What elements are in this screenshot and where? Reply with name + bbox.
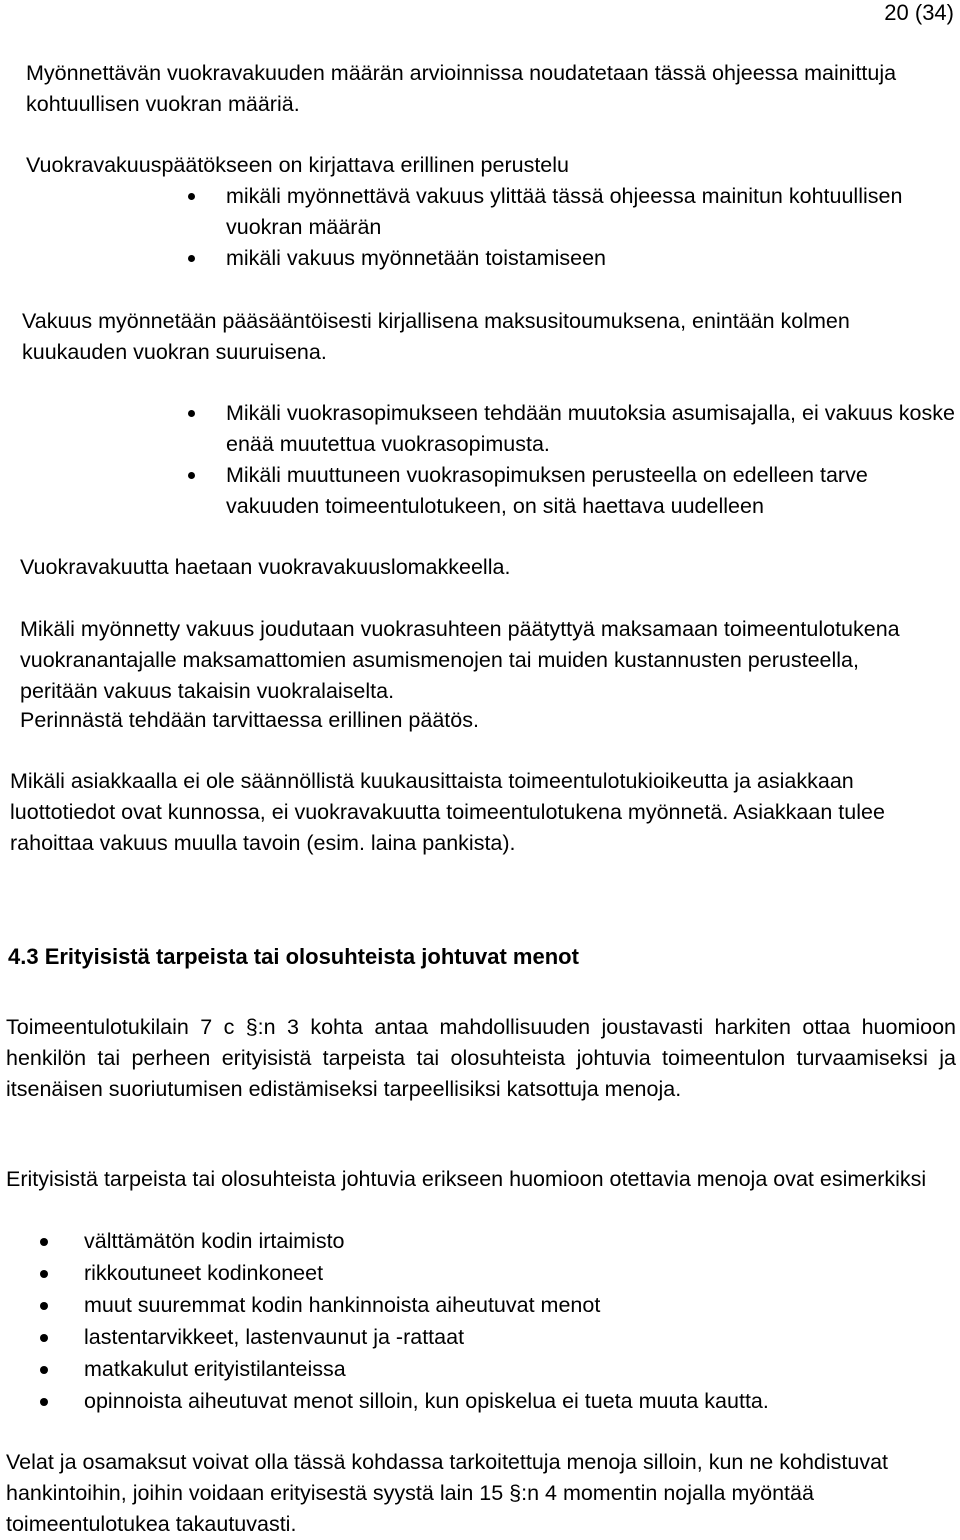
paragraph-decision-intro: Vuokravakuuspäätökseen on kirjattava erillinen perustelu: [26, 153, 570, 177]
list-item: opinnoista aiheutuvat menot silloin, kun opiskelua ei tueta muuta kautta.: [84, 1386, 954, 1417]
decision-reason-list: [226, 181, 956, 274]
list-item: Mikäli vuokrasopimukseen tehdään muutoksia asumisajalla, ei vakuus koske enää muutettua vuokrasopimusta.: [226, 398, 956, 460]
paragraph-guarantee-form: Vakuus myönnetään pääsääntöisesti kirjallisena maksusitoumuksena, enintään kolmen kuukauden vuokran suuruisena.: [22, 309, 850, 364]
paragraph-examples-intro: Erityisistä tarpeista tai olosuhteista johtuvia erikseen huomioon otettavia menoja ovat esimerkiksi: [6, 1167, 927, 1191]
paragraph-eligibility: Mikäli asiakkaalla ei ole säännöllistä kuukausittaista toimeentulotukioikeutta ja asiakkaan luottotiedot ovat kunnossa, ei vuokravakuutta toimeentulotukena myönnetä. Asiakkaan tulee rahoittaa vakuus muulla tavoin (esim. laina pankista).: [10, 769, 885, 855]
paragraph-law-reference: Toimeentulotukilain 7 c §:n 3 kohta antaa mahdollisuuden joustavasti harkiten ottaa huomioon henkilön tai perheen erityisistä tarpeista tai olosuhteista johtuvia toimeentulon turvaamiseksi ja itsenäisen suoriutumisen edistämiseksi tarpeellisiksi katsottuja menoja.: [6, 1015, 956, 1101]
page-number: 20 (34): [884, 0, 954, 25]
paragraph-recovery: Mikäli myönnetty vakuus joudutaan vuokrasuhteen päätyttyä maksamaan toimeentulotukena vuokranantajalle maksamattomien asumismenojen tai muiden kustannusten perusteella, peritään vakuus takaisin vuokralaiselta.: [20, 617, 900, 703]
list-item: Mikäli muuttuneen vuokrasopimuksen perusteella on edelleen tarve vakuuden toimeentulotukeen, on sitä haettava uudelleen: [226, 460, 956, 522]
contract-change-list: [226, 398, 956, 522]
paragraph-debts: Velat ja osamaksut voivat olla tässä kohdassa tarkoitettuja menoja silloin, kun ne kohdistuvat hankintoihin, joihin voidaan erityisestä syystä lain 15 §:n 4 momentin nojalla myöntää toimeentulotukea takautuvasti.: [6, 1450, 888, 1536]
list-item: välttämätön kodin irtaimisto: [84, 1226, 954, 1257]
paragraph-application-form: Vuokravakuutta haetaan vuokravakuuslomakkeella.: [20, 555, 511, 579]
paragraph-guidance-amount: Myönnettävän vuokravakuuden määrän arvioinnissa noudatetaan tässä ohjeessa mainittuja kohtuullisen vuokran määriä.: [26, 61, 897, 116]
list-item: muut suuremmat kodin hankinnoista aiheutuvat menot: [84, 1290, 954, 1321]
paragraph-recovery-decision: Perinnästä tehdään tarvittaessa erillinen päätös.: [20, 708, 479, 732]
list-item: mikäli vakuus myönnetään toistamiseen: [226, 243, 956, 274]
list-item: lastentarvikkeet, lastenvaunut ja -rattaat: [84, 1322, 954, 1353]
list-item: matkakulut erityistilanteissa: [84, 1354, 954, 1385]
list-item: mikäli myönnettävä vakuus ylittää tässä ohjeessa mainitun kohtuullisen vuokran määrän: [226, 181, 956, 243]
section-heading: 4.3 Erityisistä tarpeista tai olosuhteista johtuvat menot: [8, 944, 579, 969]
list-item: rikkoutuneet kodinkoneet: [84, 1258, 954, 1289]
examples-list: [84, 1226, 954, 1418]
